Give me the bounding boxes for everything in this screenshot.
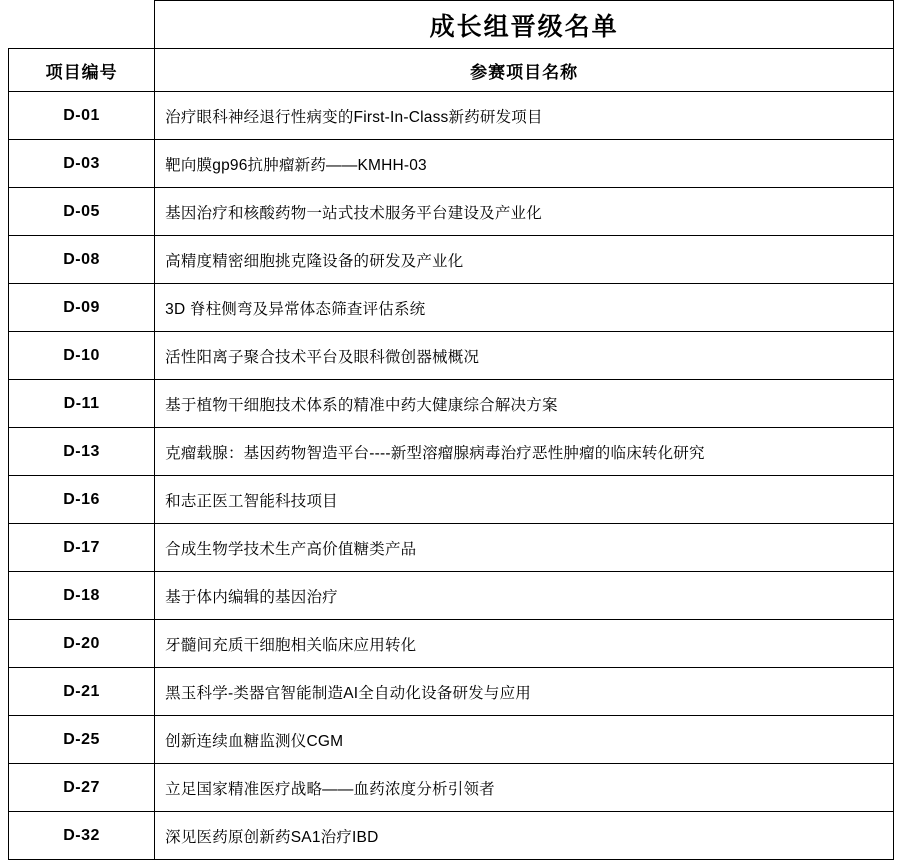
project-name: 克瘤载腺：基因药物智造平台----新型溶瘤腺病毒治疗恶性肿瘤的临床转化研究 xyxy=(155,428,894,476)
project-code: D-10 xyxy=(9,332,155,380)
project-name: 合成生物学技术生产高价值糖类产品 xyxy=(155,524,894,572)
table-row xyxy=(9,284,894,332)
table-row xyxy=(9,764,894,812)
project-name: 黑玉科学-类器官智能制造AI全自动化设备研发与应用 xyxy=(155,668,894,716)
table-row xyxy=(9,812,894,860)
table-row xyxy=(9,476,894,524)
project-name: 和志正医工智能科技项目 xyxy=(155,476,894,524)
project-code: D-32 xyxy=(9,812,155,860)
promotion-list-table xyxy=(8,0,894,860)
project-code: D-08 xyxy=(9,236,155,284)
project-name: 高精度精密细胞挑克隆设备的研发及产业化 xyxy=(155,236,894,284)
table-row xyxy=(9,572,894,620)
project-code: D-20 xyxy=(9,620,155,668)
project-code: D-27 xyxy=(9,764,155,812)
table-body xyxy=(9,1,894,860)
column-header-code: 项目编号 xyxy=(9,49,155,92)
project-name: 基因治疗和核酸药物一站式技术服务平台建设及产业化 xyxy=(155,188,894,236)
table-row xyxy=(9,620,894,668)
project-code: D-17 xyxy=(9,524,155,572)
project-code: D-25 xyxy=(9,716,155,764)
table-row xyxy=(9,380,894,428)
project-name: 牙髓间充质干细胞相关临床应用转化 xyxy=(155,620,894,668)
table-row xyxy=(9,716,894,764)
table-row xyxy=(9,236,894,284)
table-row xyxy=(9,332,894,380)
title-blank-cell xyxy=(9,1,155,49)
project-code: D-05 xyxy=(9,188,155,236)
project-code: D-01 xyxy=(9,92,155,140)
project-code: D-18 xyxy=(9,572,155,620)
project-name: 立足国家精准医疗战略——血药浓度分析引领者 xyxy=(155,764,894,812)
project-name: 3D 脊柱侧弯及异常体态筛查评估系统 xyxy=(155,284,894,332)
table-row xyxy=(9,92,894,140)
project-name: 基于植物干细胞技术体系的精准中药大健康综合解决方案 xyxy=(155,380,894,428)
column-header-name: 参赛项目名称 xyxy=(155,49,894,92)
project-code: D-03 xyxy=(9,140,155,188)
table-row xyxy=(9,428,894,476)
table-row xyxy=(9,668,894,716)
table-row xyxy=(9,524,894,572)
table-row xyxy=(9,140,894,188)
project-name: 靶向膜gp96抗肿瘤新药——KMHH-03 xyxy=(155,140,894,188)
project-name: 创新连续血糖监测仪CGM xyxy=(155,716,894,764)
project-code: D-11 xyxy=(9,380,155,428)
page-title: 成长组晋级名单 xyxy=(155,1,894,49)
table-header-row xyxy=(9,49,894,92)
title-row xyxy=(9,1,894,49)
project-code: D-21 xyxy=(9,668,155,716)
project-name: 深见医药原创新药SA1治疗IBD xyxy=(155,812,894,860)
project-name: 活性阳离子聚合技术平台及眼科微创器械概况 xyxy=(155,332,894,380)
project-code: D-13 xyxy=(9,428,155,476)
project-code: D-16 xyxy=(9,476,155,524)
project-name: 治疗眼科神经退行性病变的First-In-Class新药研发项目 xyxy=(155,92,894,140)
project-code: D-09 xyxy=(9,284,155,332)
project-name: 基于体内编辑的基因治疗 xyxy=(155,572,894,620)
table-row xyxy=(9,188,894,236)
